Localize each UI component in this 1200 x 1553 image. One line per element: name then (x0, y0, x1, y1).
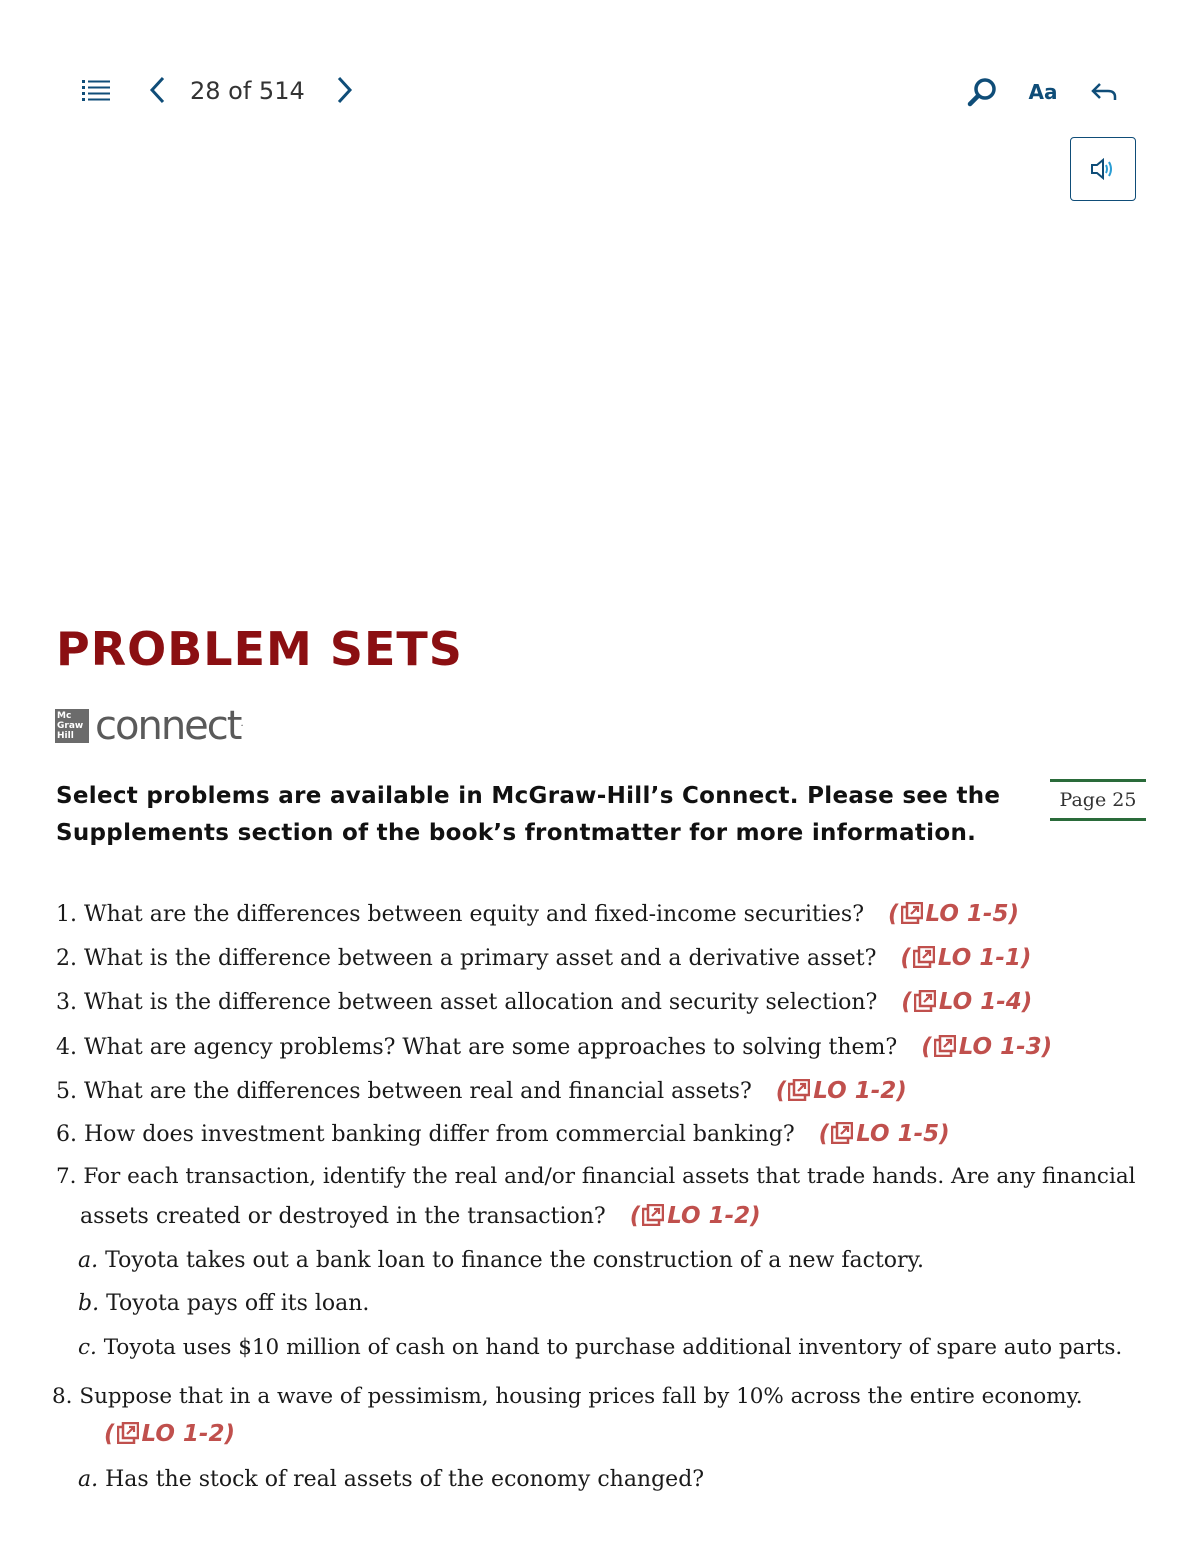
question-text: 3. What is the difference between asset allocation and security selection? (56, 990, 878, 1015)
question-text: 2. What is the difference between a primary asset and a derivative asset? (56, 946, 877, 971)
sub-question-letter: b. (78, 1291, 100, 1316)
learning-objective-link[interactable]: ( LO 1-3) (921, 1034, 1053, 1060)
question-text: 7. For each transaction, identify the real and/or financial assets that trade hands. Are any financial (56, 1164, 1136, 1189)
speaker-icon (1090, 158, 1116, 180)
external-link-icon (788, 1079, 810, 1101)
question-text: assets created or destroyed in the transaction? (80, 1204, 606, 1229)
question-text: 6. How does investment banking differ from commercial banking? (56, 1122, 795, 1147)
connect-logo: Mc Graw Hill connect · (57, 703, 244, 749)
question-item (52, 1377, 1083, 1417)
sub-question-letter: a. (78, 1248, 99, 1273)
sub-question-letter: a. (78, 1467, 99, 1492)
external-link-icon (642, 1204, 664, 1226)
search-button[interactable] (962, 72, 1002, 112)
question-item (56, 1114, 950, 1155)
chevron-right-icon (337, 76, 353, 104)
connect-wordmark: connect (95, 703, 241, 749)
section-heading: PROBLEM SETS (56, 622, 463, 676)
learning-objective-link[interactable]: ( LO 1-1) (900, 945, 1032, 971)
question-item (56, 1027, 1052, 1068)
question-continuation (80, 1414, 235, 1455)
external-link-icon (901, 902, 923, 924)
external-link-icon (914, 990, 936, 1012)
next-page-button[interactable] (330, 72, 360, 108)
back-button[interactable] (1085, 72, 1123, 112)
sub-question-text: Toyota takes out a bank loan to finance the construction of a new factory. (105, 1248, 925, 1273)
back-arrow-icon (1091, 82, 1117, 102)
toc-icon (82, 79, 110, 101)
sub-question (78, 1328, 1122, 1368)
sub-question-text: Toyota uses $10 million of cash on hand to purchase additional inventory of spare auto parts. (103, 1335, 1123, 1360)
question-item (56, 894, 1019, 935)
mcgraw-hill-logo-box: Mc Graw Hill (55, 709, 89, 743)
learning-objective-link[interactable]: ( LO 1-2) (775, 1078, 907, 1104)
external-link-icon (913, 946, 935, 968)
sub-question-letter: c. (78, 1335, 97, 1360)
page-counter: 28 of 514 (190, 77, 305, 105)
intro-paragraph: Select problems are available in McGraw-Hill’s Connect. Please see the Supplements section of the book’s frontmatter for more information. (56, 783, 1001, 846)
question-continuation (80, 1196, 761, 1237)
font-size-icon: Aa (1028, 80, 1058, 104)
learning-objective-link[interactable]: ( LO 1-2) (629, 1203, 761, 1229)
learning-objective-link[interactable]: ( LO 1-4) (901, 989, 1033, 1015)
search-icon (967, 77, 997, 107)
font-size-button[interactable] (1022, 72, 1064, 112)
question-text: 4. What are agency problems? What are some approaches to solving them? (56, 1035, 898, 1060)
external-link-icon (934, 1035, 956, 1057)
question-item (56, 1157, 1136, 1197)
chevron-left-icon (149, 76, 165, 104)
sub-question-text: Has the stock of real assets of the economy changed? (105, 1467, 705, 1492)
learning-objective-link[interactable]: ( LO 1-2) (104, 1421, 235, 1447)
page-marker: Page 25 (1050, 779, 1146, 821)
learning-objective-link[interactable]: ( LO 1-5) (818, 1121, 950, 1147)
learning-objective-link[interactable]: ( LO 1-5) (887, 901, 1019, 927)
question-item (56, 938, 1031, 979)
question-text: 5. What are the differences between real and financial assets? (56, 1079, 752, 1104)
question-text: 8. Suppose that in a wave of pessimism, housing prices fall by 10% across the entire economy. (52, 1384, 1083, 1409)
sub-question (78, 1241, 924, 1281)
sub-question (78, 1460, 704, 1500)
question-text: 1. What are the differences between equity and fixed-income securities? (56, 902, 864, 927)
external-link-icon (831, 1122, 853, 1144)
sub-question-text: Toyota pays off its loan. (106, 1291, 370, 1316)
reader-toolbar (0, 60, 1200, 122)
previous-page-button[interactable] (142, 72, 172, 108)
table-of-contents-button[interactable] (78, 72, 114, 108)
read-aloud-button[interactable] (1070, 137, 1136, 201)
external-link-icon (117, 1422, 139, 1444)
question-item (56, 982, 1032, 1023)
sub-question (78, 1284, 369, 1324)
question-item (56, 1071, 907, 1112)
